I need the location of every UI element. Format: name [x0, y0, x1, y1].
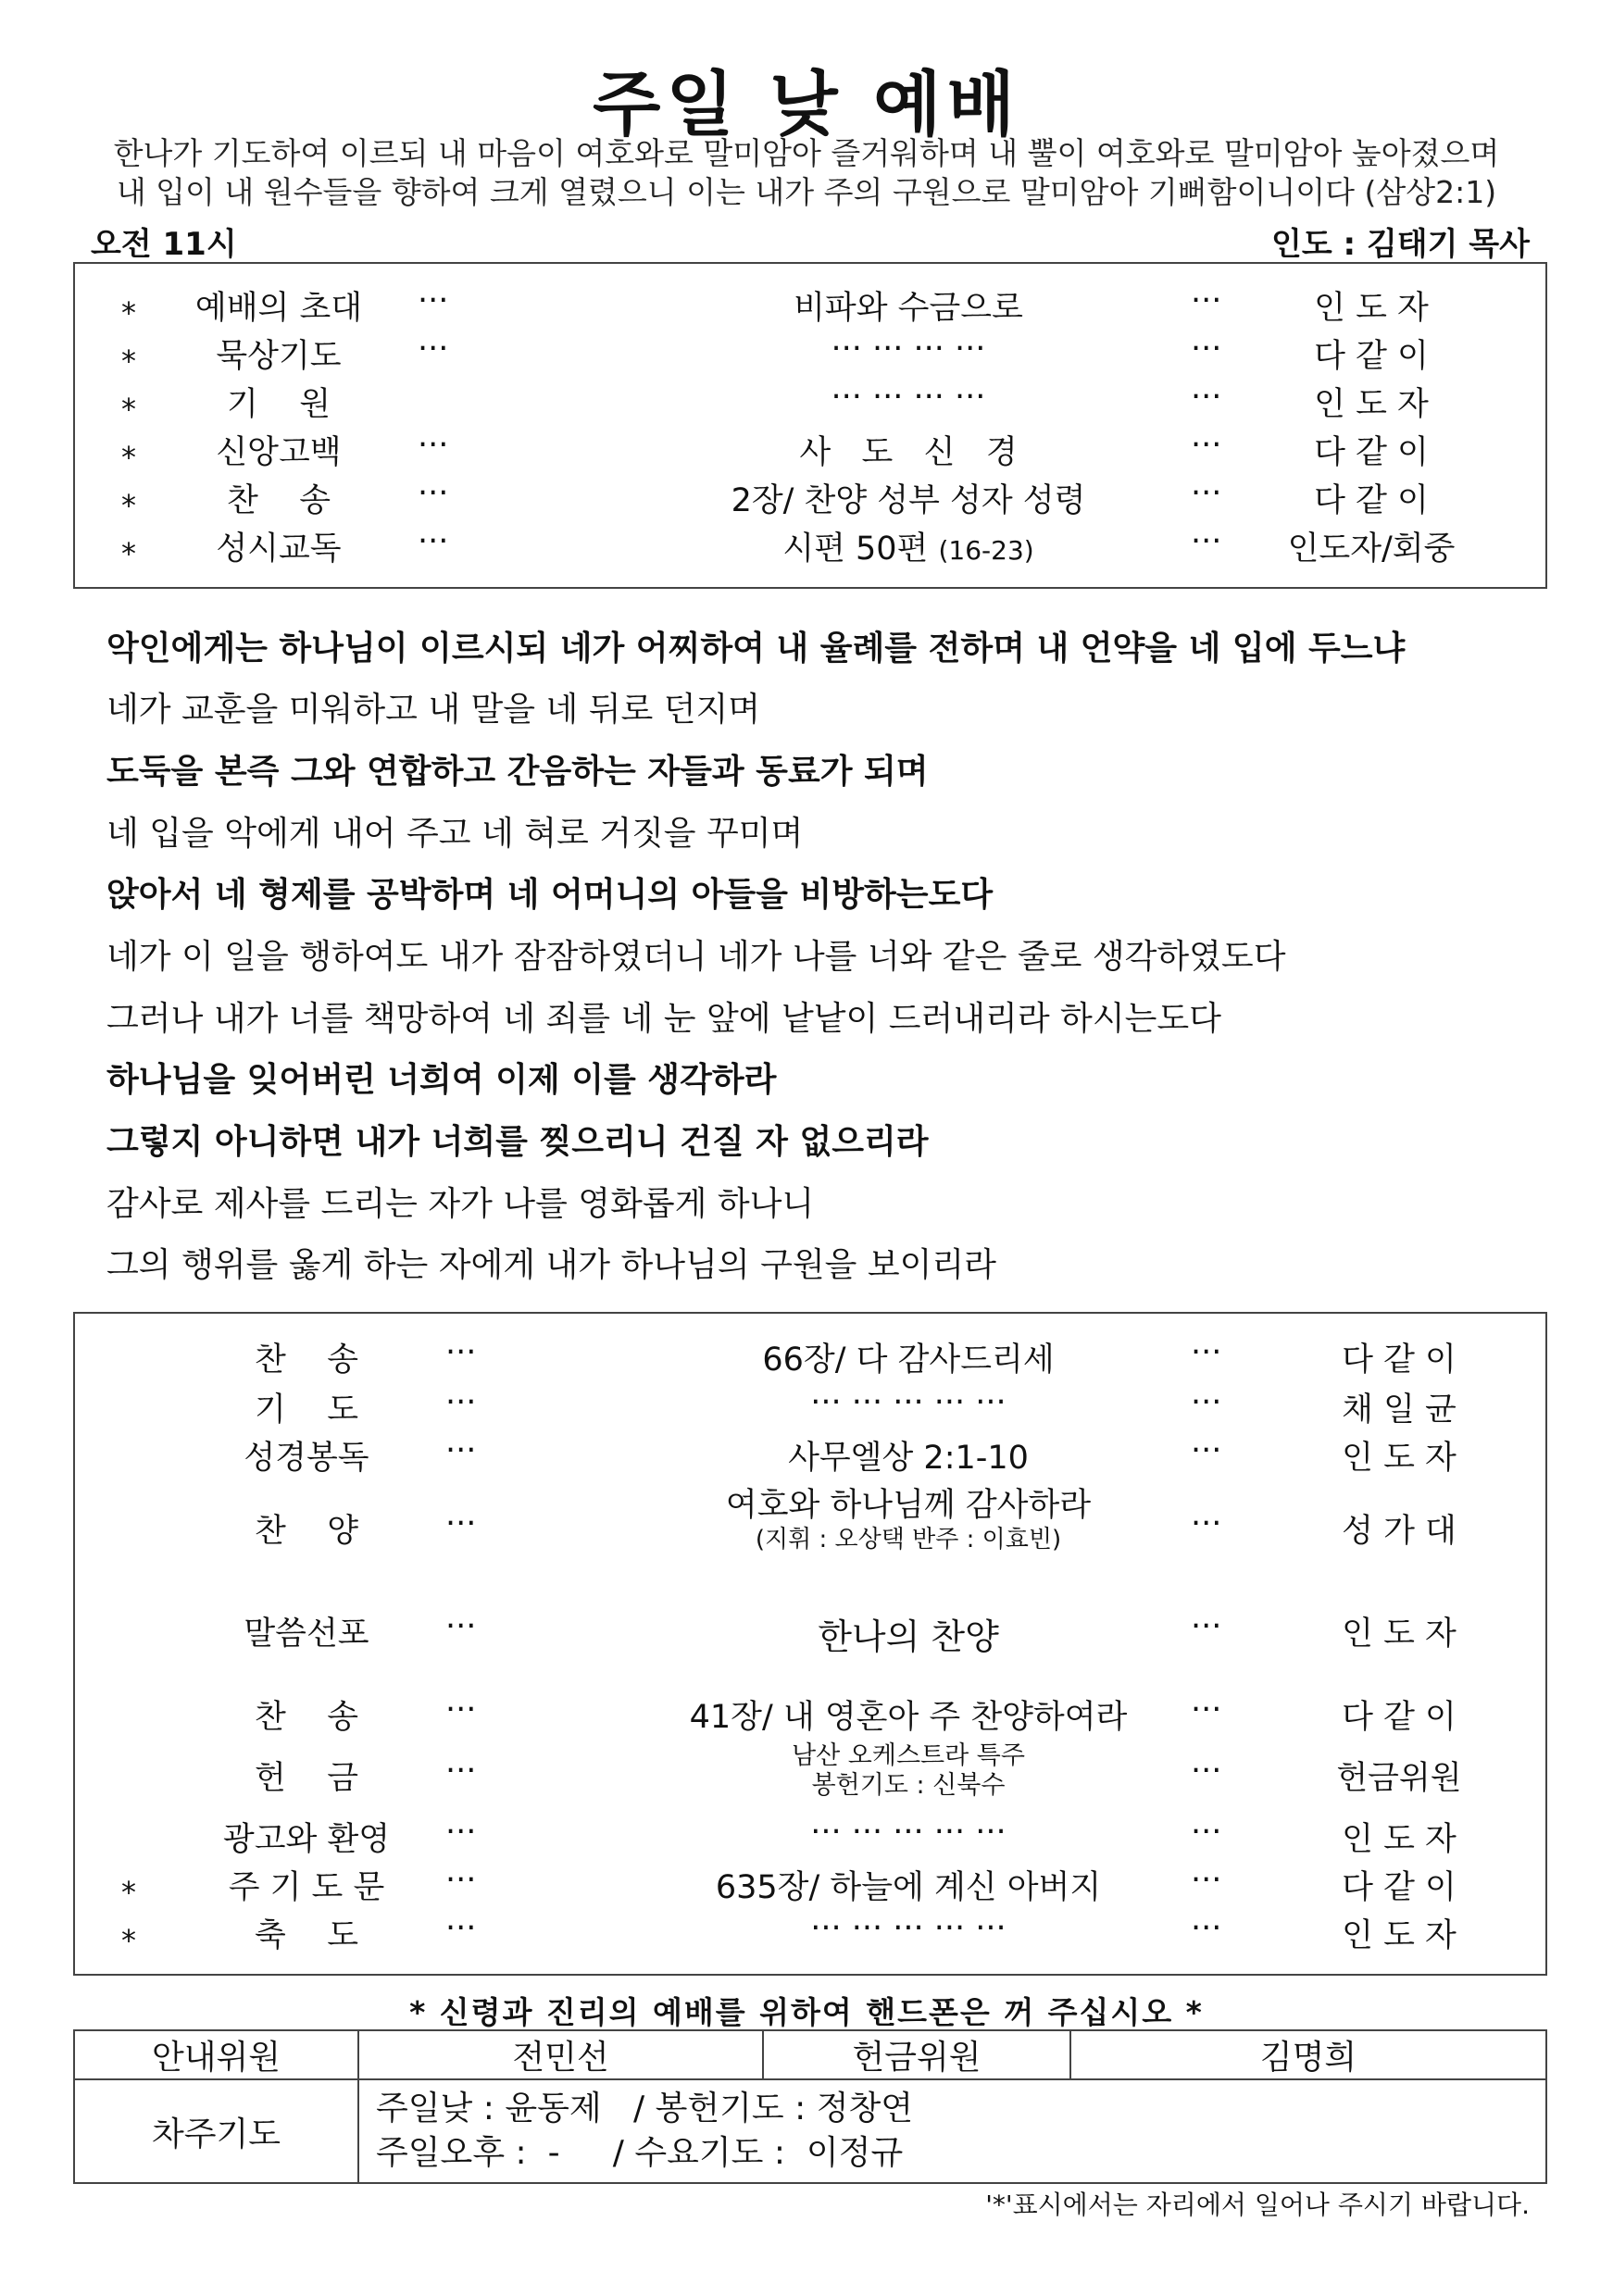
order-row — [75, 379, 1545, 427]
dots: ··· — [418, 475, 449, 512]
dots: ··· — [1191, 1814, 1222, 1851]
staff-table — [73, 2029, 1547, 2184]
item-person: 다 같 이 — [1342, 1699, 1457, 1736]
item-person: 인도자/회중 — [1287, 530, 1456, 568]
order-row — [75, 475, 1545, 523]
order-row — [75, 523, 1545, 571]
reading-line: 그렇지 아니하면 내가 너희를 찢으리니 건질 자 없으리라 — [106, 1123, 929, 1161]
dots: ··· — [1191, 523, 1222, 560]
order-part-2 — [73, 1312, 1547, 1976]
page-title: 주일 낮 예배 — [593, 63, 1020, 145]
item-content: ··· ··· ··· ··· ··· — [810, 1910, 1007, 1947]
usher-label: 안내위원 — [74, 2030, 358, 2079]
item-name: 기 원 — [226, 386, 331, 423]
service-time: 오전 11시 — [91, 226, 237, 263]
item-content: 41장/ 내 영혼아 주 찬양하여라 — [689, 1699, 1128, 1736]
item-content: 2장/ 찬양 성부 성자 성령 — [731, 482, 1086, 519]
order-row — [75, 1862, 1545, 1910]
item-name: 묵상기도 — [216, 338, 342, 375]
item-content: 635장/ 하늘에 계신 아버지 — [715, 1869, 1102, 1906]
dots: ··· — [445, 1753, 477, 1790]
item-person: 인 도 자 — [1314, 386, 1429, 423]
dots: ··· — [445, 1814, 477, 1851]
stand-footnote: '*'표시에서는 자리에서 일어나 주시기 바랍니다. — [985, 2190, 1530, 2220]
dots: ··· — [445, 1432, 477, 1469]
next-week-line-1: 주일낮 : 윤동제 / 봉헌기도 : 정창연 — [376, 2090, 914, 2128]
usher-name: 전민선 — [358, 2030, 763, 2079]
stand-marker: * — [121, 440, 136, 475]
verse-line-2: 내 입이 내 원수들을 향하여 크게 열렸으니 이는 내가 주의 구원으로 말미암아 기뻐함이니이다 (삼상2:1) — [116, 174, 1497, 210]
item-content — [575, 1741, 1242, 1801]
dots: ··· — [445, 1334, 477, 1371]
anthem-title: 여호와 하나님께 감사하라 — [725, 1487, 1092, 1524]
item-person: 인 도 자 — [1314, 290, 1429, 327]
item-content: ··· ··· ··· ··· ··· — [810, 1384, 1007, 1421]
item-content: ··· ··· ··· ··· — [831, 331, 986, 368]
phone-notice: * 신령과 진리의 예배를 위하여 핸드폰은 꺼 주십시오 * — [409, 1994, 1204, 2030]
dots: ··· — [445, 1505, 477, 1542]
reading-line: 하나님을 잊어버린 너희여 이제 이를 생각하라 — [106, 1061, 777, 1099]
order-row — [75, 1691, 1545, 1740]
item-name: 예배의 초대 — [194, 290, 363, 327]
stand-marker: * — [121, 343, 136, 379]
item-content — [575, 523, 1242, 569]
service-leader: 인도 : 김태기 목사 — [1270, 226, 1530, 263]
item-person: 다 같 이 — [1314, 482, 1429, 519]
psalm-reading: 시편 50편 — [782, 530, 929, 568]
item-person: 인 도 자 — [1342, 1821, 1457, 1858]
dots: ··· — [1191, 1691, 1222, 1728]
dots: ··· — [1191, 475, 1222, 512]
item-name: 찬 송 — [254, 1341, 359, 1379]
dots: ··· — [1191, 1753, 1222, 1790]
offering-name: 김명희 — [1070, 2030, 1546, 2079]
order-row — [75, 1334, 1545, 1382]
dots: ··· — [1191, 331, 1222, 368]
item-person: 다 같 이 — [1314, 338, 1429, 375]
offering-prayer: 봉헌기도 : 신북수 — [811, 1771, 1006, 1800]
item-content: 사무엘상 2:1-10 — [788, 1440, 1029, 1477]
dots: ··· — [1191, 379, 1222, 416]
next-week-line-2: 주일오후 : - / 수요기도 : 이정규 — [376, 2134, 904, 2172]
stand-marker: * — [121, 392, 136, 427]
reading-line: 도둑을 본즉 그와 연합하고 간음하는 자들과 동료가 되며 — [106, 753, 929, 791]
dots: ··· — [445, 1608, 477, 1645]
dots: ··· — [445, 1862, 477, 1899]
reading-line: 감사로 제사를 드리는 자가 나를 영화롭게 하나니 — [106, 1185, 815, 1223]
order-row — [75, 331, 1545, 379]
stand-marker: * — [121, 1875, 136, 1910]
dots: ··· — [1191, 282, 1222, 319]
dots: ··· — [418, 331, 449, 368]
order-row — [75, 1485, 1545, 1559]
next-week-label: 차주기도 — [74, 2079, 358, 2183]
item-content: 사 도 신 경 — [799, 434, 1018, 471]
offering-label: 헌금위원 — [763, 2030, 1070, 2079]
anthem-credits: (지휘 : 오상택 반주 : 이효빈) — [755, 1526, 1062, 1554]
dots: ··· — [418, 427, 449, 464]
item-person: 다 같 이 — [1342, 1869, 1457, 1906]
dots: ··· — [1191, 1384, 1222, 1421]
item-name: 헌 금 — [254, 1760, 359, 1797]
dots: ··· — [1191, 1910, 1222, 1947]
dots: ··· — [445, 1384, 477, 1421]
stand-marker: * — [121, 488, 136, 523]
item-name: 성시교독 — [216, 530, 342, 568]
item-person: 채 일 균 — [1342, 1391, 1457, 1429]
dots: ··· — [1191, 1432, 1222, 1469]
dots: ··· — [418, 523, 449, 560]
reading-line: 그러나 내가 너를 책망하여 네 죄를 네 눈 앞에 낱낱이 드러내리라 하시는도다 — [106, 1000, 1221, 1038]
item-person: 인 도 자 — [1342, 1917, 1457, 1954]
order-row — [75, 1910, 1545, 1958]
reading-line: 네가 교훈을 미워하고 내 말을 네 뒤로 던지며 — [106, 691, 761, 729]
next-week-prayers — [358, 2079, 1546, 2183]
item-content — [575, 1485, 1242, 1554]
item-name: 신앙고백 — [216, 434, 342, 471]
verse-line-1: 한나가 기도하여 이르되 내 마음이 여호와로 말미암아 즐거워하며 내 뿔이 여호와로 말미암아 높아졌으며 — [113, 135, 1500, 171]
item-content: ··· ··· ··· ··· — [831, 379, 986, 416]
reading-line: 그의 행위를 옳게 하는 자에게 내가 하나님의 구원을 보이리라 — [106, 1246, 996, 1284]
reading-line: 악인에게는 하나님이 이르시되 네가 어찌하여 내 율례를 전하며 내 언약을 네 입에 두느냐 — [106, 630, 1406, 668]
item-name: 성경봉독 — [244, 1440, 369, 1477]
reading-line: 앉아서 네 형제를 공박하며 네 어머니의 아들을 비방하는도다 — [106, 876, 994, 914]
item-person: 인 도 자 — [1342, 1616, 1457, 1653]
item-person: 성 가 대 — [1342, 1513, 1457, 1550]
dots: ··· — [445, 1691, 477, 1728]
order-row — [75, 1432, 1545, 1480]
dots: ··· — [1191, 1862, 1222, 1899]
dots: ··· — [1191, 1608, 1222, 1645]
item-content: 66장/ 다 감사드리세 — [762, 1341, 1055, 1379]
item-person: 다 같 이 — [1342, 1341, 1457, 1379]
item-name: 말씀선포 — [244, 1616, 369, 1653]
reading-line: 네 입을 악에게 내어 주고 네 혀로 거짓을 꾸미며 — [106, 815, 804, 853]
dots: ··· — [1191, 1505, 1222, 1542]
item-name: 주 기 도 문 — [228, 1869, 385, 1906]
reading-line: 네가 이 일을 행하여도 내가 잠잠하였더니 네가 나를 너와 같은 줄로 생각하였도다 — [106, 938, 1286, 976]
item-person: 인 도 자 — [1342, 1440, 1457, 1477]
order-row — [75, 282, 1545, 331]
offering-special: 남산 오케스트라 특주 — [792, 1741, 1025, 1770]
item-person: 헌금위원 — [1336, 1760, 1462, 1797]
dots: ··· — [1191, 427, 1222, 464]
order-row — [75, 1741, 1545, 1806]
item-content: 비파와 수금으로 — [794, 290, 1023, 327]
item-name: 찬 양 — [254, 1513, 359, 1550]
order-row — [75, 1608, 1545, 1656]
item-name: 찬 송 — [254, 1699, 359, 1736]
item-content: ··· ··· ··· ··· ··· — [810, 1814, 1007, 1851]
order-part-1 — [73, 262, 1547, 589]
stand-marker: * — [121, 536, 136, 571]
dots: ··· — [418, 282, 449, 319]
item-name: 축 도 — [254, 1917, 359, 1954]
order-row — [75, 1384, 1545, 1432]
stand-marker: * — [121, 295, 136, 331]
dots: ··· — [445, 1910, 477, 1947]
item-name: 찬 송 — [226, 482, 331, 519]
item-person: 다 같 이 — [1314, 434, 1429, 471]
dots: ··· — [1191, 1334, 1222, 1371]
item-name: 기 도 — [254, 1391, 359, 1429]
order-row — [75, 427, 1545, 475]
psalm-verses: (16-23) — [938, 535, 1034, 566]
stand-marker: * — [121, 1923, 136, 1958]
item-name: 광고와 환영 — [222, 1821, 391, 1858]
order-row — [75, 1814, 1545, 1862]
sermon-title: 한나의 찬양 — [818, 1616, 999, 1657]
